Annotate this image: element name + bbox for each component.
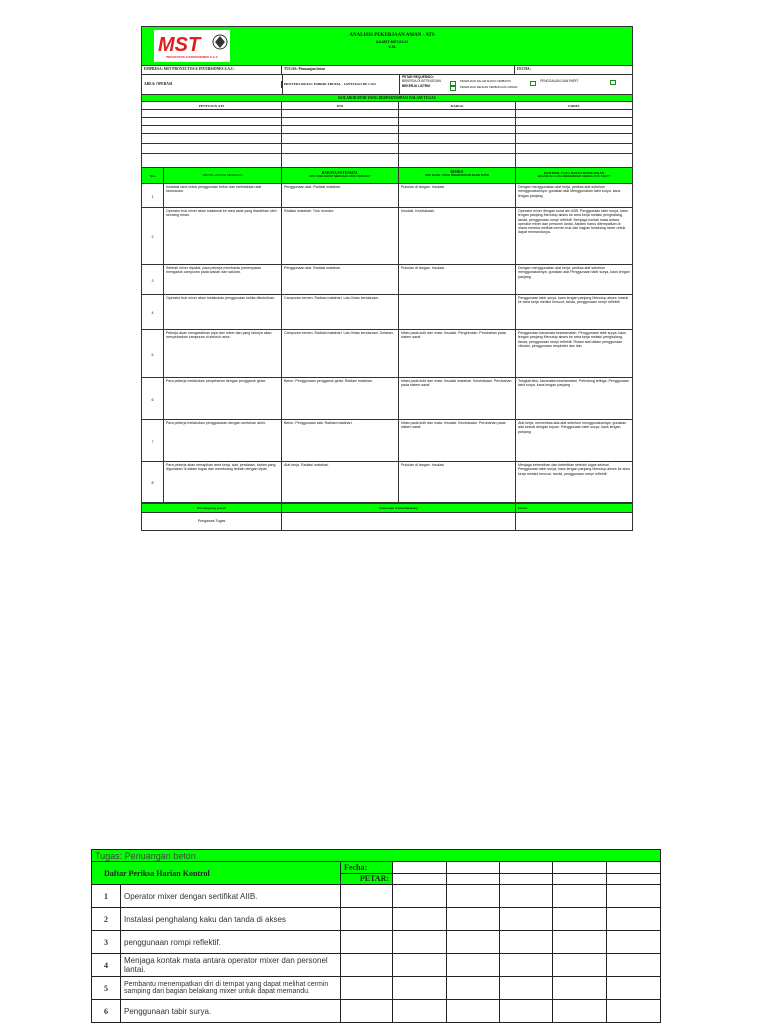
row-step: Instalasi rand untuk penggunaan beton dan meletakkan alat keamanan.	[164, 184, 282, 208]
ats-sheet	[141, 26, 633, 531]
row-risk: Insolasi. Kecelakaan.	[399, 208, 516, 265]
daily-checklist	[91, 849, 660, 1024]
row-hazard: Beton. Penggunaan penggaruk getar. Radiasi matahari.	[282, 378, 399, 420]
info-row-1	[142, 66, 632, 75]
th-kontrol	[516, 168, 632, 184]
checklist-check-cell[interactable]	[341, 931, 393, 954]
th-bahaya-sub: APA YANG DAPAT MERUSAK ATAU CEDERA?	[309, 174, 371, 178]
checklist-check-cell[interactable]	[500, 931, 553, 954]
checklist-check-cell[interactable]	[553, 1000, 607, 1023]
row-hazard: Penggunaan alat. Radiasi matahari.	[282, 184, 399, 208]
th-kontrol-sub: BAGAIMANA CARA MENGHINDARI CEDERA ATAU SAKIT?	[537, 175, 611, 178]
petar-option-height: BEKERJA DI KETINGGIAN	[402, 79, 441, 83]
footer-pengawas: Pengawas Tugas	[142, 513, 282, 530]
row-control: Tongkat siku, kacamata keselamatan. Pelindung telinga. Penggunaan tabir surya, kaos lengan panjang	[518, 379, 629, 388]
petar-option-electric: BEKERJA LISTRIK	[402, 84, 431, 88]
row-step: Para pekerja melakukan penyebaran dengan penggaruk getar.	[164, 378, 282, 420]
row-hazard: Radiasi matahari. Truk mundur.	[282, 208, 399, 265]
document-code: AA-MST-MST-01.01	[375, 40, 409, 44]
th-risiko	[399, 168, 516, 184]
checklist-items	[92, 885, 661, 1023]
row-risk: Pukulan di tangan. Insolasi.	[399, 462, 516, 503]
checklist-row	[92, 1000, 661, 1023]
row-risk: Iritasi pada kulit dan mata. Insolasi. Kecelakaan. Perubahan pada sistem saraf.	[399, 420, 516, 462]
row-control: Alat kerja, memeriksa alat-alat sebelum menggunakannya, gunakan alat sesuai dengan tujuan. Penggunaan tabir surya, kaos lengan panjang	[518, 421, 627, 434]
row-risk: Iritasi pada kulit dan mata. Insolasi. Penghinaan. Perubahan pada sistem saraf.	[399, 330, 516, 378]
checklist-check-cell[interactable]	[447, 931, 500, 954]
row-step: Setelah mixer dipakai, para pekerja membantu penempatan mengaduk campuran pada wadah dan saluran.	[164, 265, 282, 295]
checklist-item-text: penggunaan rompi reflektif.	[121, 931, 341, 954]
checklist-check-cell[interactable]	[341, 977, 393, 1000]
task-row	[142, 265, 632, 295]
footer-row	[142, 513, 632, 530]
task-row	[142, 184, 632, 208]
checklist-check-cell[interactable]	[500, 1000, 553, 1023]
check-date-1[interactable]	[393, 862, 447, 874]
row-number: 5	[142, 330, 164, 378]
checklist-item-text: Menjaga kontak mata antara operator mixer dan personel lantai.	[121, 954, 341, 977]
checklist-check-cell[interactable]	[500, 908, 553, 931]
checklist-row	[92, 908, 661, 931]
checklist-check-cell[interactable]	[393, 1000, 447, 1023]
check-date-5[interactable]	[607, 862, 661, 874]
checklist-item-number: 4	[92, 954, 121, 977]
row-risk: Iritasi pada kulit dan mata. Insolasi matahari. Kecelakaan. Perubahan pada sistem saraf.	[399, 378, 516, 420]
check-petar-2[interactable]	[447, 873, 500, 885]
task-row	[142, 330, 632, 378]
checklist-check-cell[interactable]	[341, 908, 393, 931]
checklist-item-number: 5	[92, 977, 121, 1000]
check-petar-1[interactable]	[393, 873, 447, 885]
tugas-label: TUGAS: Penuangan beton	[282, 66, 515, 75]
petar-block	[399, 75, 632, 95]
row-step: Operator truk mixer akan maksimal ke area awal yang diarahkan oleh seorang rekan.	[164, 208, 282, 265]
collab-title: KOLABORATOR YANG BERPARTISIPASI DALAM TUGAS	[142, 95, 632, 102]
checklist-check-cell[interactable]	[553, 908, 607, 931]
row-control: Menjaga kebersihan dan ketertiban setelah tugas selesai. Penggunaan tabir surya, kaos lengan panjang Menutup akses ke area kerja melalui kerucut, tanda, penggunaan rompi reflektif.	[518, 463, 630, 476]
checklist-item-number: 6	[92, 1000, 121, 1023]
col-kargo: KARGO	[399, 102, 516, 110]
footer-responsible: Bertanggung jawab	[142, 504, 282, 513]
petar-checkbox-confined[interactable]	[530, 81, 536, 86]
checklist-check-cell[interactable]	[393, 931, 447, 954]
checklist-check-cell[interactable]	[607, 1000, 661, 1023]
th-bahaya-title: BAHAYA POTENSIAL	[321, 171, 359, 175]
task-rows	[142, 184, 632, 503]
row-hazard: Campuran semen. Radiasi matahari. Lalu lintas kendaraan. Getaran.	[282, 330, 399, 378]
header-band	[142, 27, 632, 66]
checklist-check-cell[interactable]	[553, 954, 607, 977]
company-logo	[154, 30, 230, 62]
document-version: V-01	[388, 45, 396, 49]
checklist-check-cell[interactable]	[553, 931, 607, 954]
footer-name: Nama dan Nama Belakang	[282, 504, 516, 513]
checklist-check-cell[interactable]	[447, 954, 500, 977]
checklist-check-cell[interactable]	[500, 977, 553, 1000]
checklist-check-cell[interactable]	[341, 1000, 393, 1023]
checklist-check-cell[interactable]	[500, 885, 553, 908]
checklist-check-cell[interactable]	[393, 954, 447, 977]
logo-subtitle: PROYECTOS E INVERSIONES S.A.C	[166, 55, 218, 59]
petar-option-excavation: PENGGALIAN DAN PARIT	[540, 79, 579, 83]
th-no: Nro	[142, 168, 164, 184]
checklist-row	[92, 931, 661, 954]
col-penyusun: PENYUSUN ATS	[142, 102, 282, 110]
checklist-check-cell[interactable]	[607, 908, 661, 931]
row-hazard: Campuran semen. Radiasi matahari. Lalu lintas kendaraan.	[282, 295, 399, 330]
row-number: 4	[142, 295, 164, 330]
checklist-row	[92, 885, 661, 908]
petar-checkbox-excavation[interactable]	[610, 80, 616, 85]
checklist-check-cell[interactable]	[393, 885, 447, 908]
checklist-item-number: 2	[92, 908, 121, 931]
checklist-check-cell[interactable]	[393, 977, 447, 1000]
task-row	[142, 295, 632, 330]
checklist-item-number: 3	[92, 931, 121, 954]
empresa-label: EMPRESA: MST PROYECTOS E INVERSIONES S.A.C:	[142, 66, 282, 75]
footer-name-cell[interactable]	[282, 513, 516, 530]
row-control: Penggunaan tabir surya, kaos lengan panjang Menutup akses masuk ke area kerja melalui kerucut, tanda, penggunaan rompi reflektif.	[518, 296, 629, 305]
th-risiko-sub: APA HASIL YANG DIHARAPKAN OLEH DATA	[425, 173, 489, 177]
info-row-2	[142, 75, 632, 95]
row-control: Dengan menggunakan alat kerja. periksa alat sebelum menggunakannya. gunakan alat Menggunakan tabir surya, kaos lengan panjang	[518, 185, 621, 198]
checklist-check-cell[interactable]	[447, 977, 500, 1000]
checklist-check-cell[interactable]	[607, 977, 661, 1000]
checklist-check-cell[interactable]	[607, 931, 661, 954]
checklist-check-cell[interactable]	[607, 954, 661, 977]
checklist-check-cell[interactable]	[447, 885, 500, 908]
checklist-item-text: Penggunaan tabir surya.	[121, 1000, 341, 1023]
checklist-check-cell[interactable]	[607, 885, 661, 908]
checklist-check-cell[interactable]	[341, 954, 393, 977]
row-risk: Pukulan di tangan. Insolasi.	[399, 184, 516, 208]
area-label: AREA: OPERASI	[142, 81, 282, 88]
task-row	[142, 378, 632, 420]
petar-checkbox-electric[interactable]	[450, 86, 456, 91]
row-number: 8	[142, 462, 164, 503]
collab-blank-rows	[142, 110, 632, 168]
row-number: 1	[142, 184, 164, 208]
collab-header-row	[142, 102, 632, 110]
footer-firma: Firma	[518, 506, 528, 510]
th-risiko-title: RISIKO	[450, 170, 464, 174]
check-petar-3[interactable]	[500, 873, 553, 885]
check-date-4[interactable]	[553, 862, 607, 874]
footer-header	[142, 503, 632, 513]
checklist-item-number: 1	[92, 885, 121, 908]
row-step: Para pekerja melakukan penggosokan dengan sentuhan akhir.	[164, 420, 282, 462]
document-title: ANALISIS PEKERJAAN AMAN - ATS	[349, 33, 435, 38]
row-step: Operator truk mixer akan melakukan penggunaan ketika dibutuhkan.	[164, 295, 282, 330]
check-petar-4[interactable]	[553, 873, 607, 885]
checklist-check-cell[interactable]	[447, 908, 500, 931]
checklist-item-text: Instalasi penghalang kaku dan tanda di akses	[121, 908, 341, 931]
row-step: Para pekerja akan merapikan area kerja, alat, peralatan, bahan yang digunakan di dalam tugas dan membuang limbah dengan tepat.	[164, 462, 282, 503]
col-dni: DNI	[282, 102, 399, 110]
th-urutan: URUTAN LANGKAH PEKERJAAN	[164, 168, 282, 184]
row-hazard: Penggunaan alat. Radiasi matahari.	[282, 265, 399, 295]
checklist-check-cell[interactable]	[553, 885, 607, 908]
row-risk	[399, 295, 516, 330]
row-number: 6	[142, 378, 164, 420]
checklist-check-cell[interactable]	[393, 908, 447, 931]
fecha-label: FECHA:	[517, 67, 531, 71]
task-row	[142, 462, 632, 503]
row-number: 7	[142, 420, 164, 462]
task-table-header	[142, 168, 632, 184]
petar-option-opening: PEKERJAAN DENGAN PEMBUKAAN LUBANG	[460, 86, 518, 89]
checklist-item-text: Pembantu menempatkan diri di tempat yang dapat melihat cermin samping dari bagian belakang mixer untuk dapat memandu.	[121, 977, 341, 1000]
checklist-check-cell[interactable]	[553, 977, 607, 1000]
task-row	[142, 420, 632, 462]
task-row	[142, 208, 632, 265]
checklist-task: Tugas: Penuangan beton	[92, 850, 661, 862]
th-kontrol-title: KONTROL YANG HARUS DITERAPKAN	[543, 171, 605, 175]
row-number: 3	[142, 265, 164, 295]
petar-option-confined: PEKERJAAN DALAM RUANG TERBATAS	[460, 80, 511, 83]
checklist-title: Daftar Periksa Harian Kontrol	[92, 862, 341, 885]
row-control: Penggunaan kacamata keselamatan. Penggunaan tabir surya, kaos lengan panjang Menutup akses ke area kerja melalui penghalang, tanda, penggunaan rompi reflektif. Rotasi staf dalam penggunaan vibrator, penggunaan respirator dan lain.	[518, 331, 627, 348]
checklist-check-cell[interactable]	[341, 885, 393, 908]
row-step: Pekerja akan mengarahkan pipa dan mixer dan yang lainnya akan menyebarkan campuran di seluruh area.	[164, 330, 282, 378]
checklist-table	[91, 849, 661, 1023]
checklist-fecha: Fecha:	[341, 862, 393, 874]
petar-label: PETAR REQUERIDO:	[402, 75, 434, 79]
checklist-petar: PETAR:	[341, 873, 393, 885]
proyek-label: PROYEKLOKASI: PABRIK TRUPAL - SANTIAGO DE CAO	[284, 82, 376, 86]
checklist-check-cell[interactable]	[500, 954, 553, 977]
checklist-item-text: Operator mixer dengan sertifikat AIIB.	[121, 885, 341, 908]
checklist-check-cell[interactable]	[447, 1000, 500, 1023]
row-risk: Pukulan di tangan. Insolasi.	[399, 265, 516, 295]
row-hazard: Beton. Penggunaan alat. Radiasi matahari.	[282, 420, 399, 462]
footer-sign-cell[interactable]	[516, 513, 632, 530]
check-petar-5[interactable]	[607, 873, 661, 885]
checklist-row	[92, 977, 661, 1000]
row-number: 2	[142, 208, 164, 265]
row-control: Dengan menggunakan alat kerja. periksa alat sebelum menggunakannya. gunakan alat Penggunaan tabir surya, kaos lengan panjang	[518, 266, 630, 279]
col-firma: FIRMA	[568, 104, 580, 108]
th-bahaya	[282, 168, 399, 184]
svg-text:MST: MST	[158, 34, 201, 56]
check-date-2[interactable]	[447, 862, 500, 874]
check-date-3[interactable]	[500, 862, 553, 874]
row-hazard: Alat kerja. Radiasi matahari.	[282, 462, 399, 503]
checklist-row	[92, 954, 661, 977]
row-control: Operator mixer dengan surat izin AIIB. Penggunaan tabir surya, kaos lengan panjang Menutup akses ke area kerja melalui penghalang, tanda, penggunaan rompi reflektif. Menjaga kontak mata antara operator mixer dan personel lantai. Asisten harus ditempatkan di mana mereka melihat cermin truk dari bagian belakang mixer untuk dapat memandunya.	[518, 209, 628, 235]
